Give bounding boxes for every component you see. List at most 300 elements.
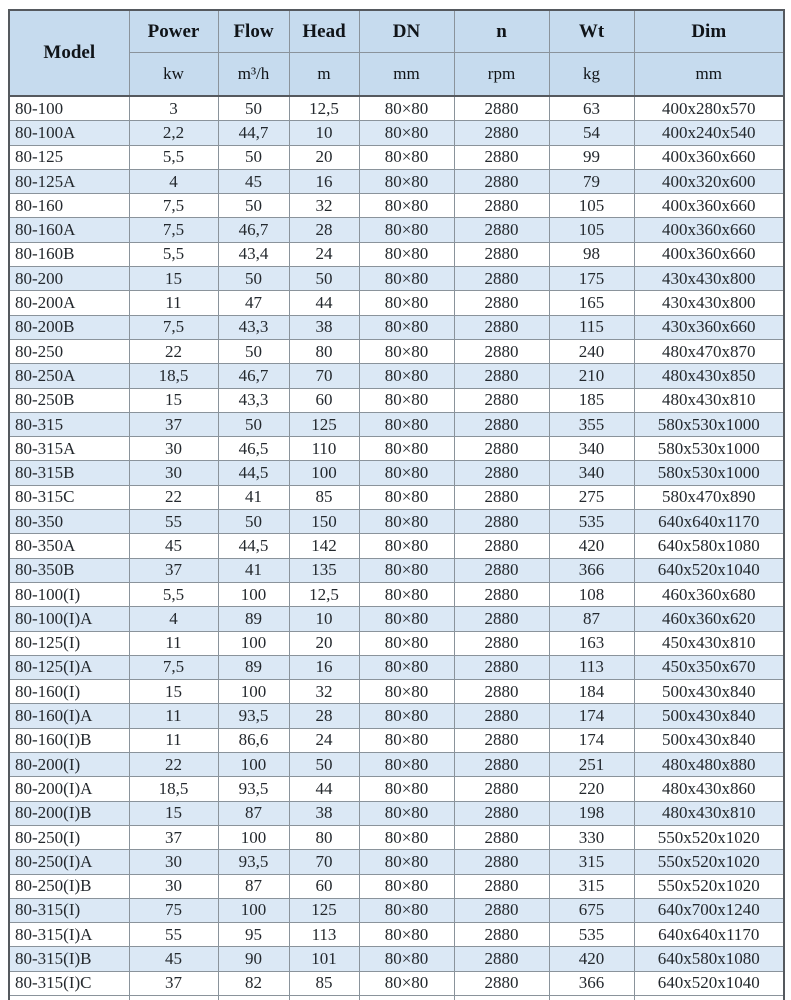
table-row (9, 315, 784, 339)
cell-model: 80-200(I) (9, 753, 129, 777)
cell-power: 37 (129, 825, 218, 849)
cell-wt: 174 (549, 728, 634, 752)
cell-dim: 400x360x660 (634, 145, 784, 169)
cell-flow: 87 (218, 874, 289, 898)
cell-flow: 44,5 (218, 534, 289, 558)
cell-n: 2880 (454, 582, 549, 606)
cell-power: 7,5 (129, 655, 218, 679)
cell-n: 2880 (454, 898, 549, 922)
cell-flow: 100 (218, 680, 289, 704)
cell-flow: 43,3 (218, 315, 289, 339)
cell-dn: 80×80 (359, 364, 454, 388)
cell-dn: 80×80 (359, 242, 454, 266)
cell-flow: 50 (218, 339, 289, 363)
cell-wt: 163 (549, 631, 634, 655)
cell-model: 80-100(I)A (9, 607, 129, 631)
cell-dn: 80×80 (359, 971, 454, 995)
cell-model: 80-200(I)A (9, 777, 129, 801)
cell-model: 80-200B (9, 315, 129, 339)
cell-dn: 80×80 (359, 291, 454, 315)
cell-model: 80-250A (9, 364, 129, 388)
cell-model: 80-250(I)A (9, 850, 129, 874)
cell-dn: 80×80 (359, 680, 454, 704)
cell-power: 7,5 (129, 194, 218, 218)
cell-dn: 80×80 (359, 267, 454, 291)
table-row (9, 169, 784, 193)
cell-wt: 220 (549, 777, 634, 801)
cell-wt: 355 (549, 412, 634, 436)
cell-head: 85 (289, 485, 359, 509)
cell-dim: 580x530x1000 (634, 461, 784, 485)
table-row (9, 655, 784, 679)
table-row (9, 753, 784, 777)
cell-model: 80-350 (9, 510, 129, 534)
cell-wt: 175 (549, 267, 634, 291)
cell-model: 80-200A (9, 291, 129, 315)
cell-n: 2880 (454, 558, 549, 582)
cell-dn: 80×80 (359, 412, 454, 436)
cell-n: 2880 (454, 947, 549, 971)
cell-wt: 105 (549, 218, 634, 242)
cell-flow: 86,6 (218, 728, 289, 752)
cell-head: 60 (289, 388, 359, 412)
cell-model: 80-250(I) (9, 825, 129, 849)
cell-n: 2880 (454, 291, 549, 315)
cell-wt: 108 (549, 582, 634, 606)
cell-head: 10 (289, 607, 359, 631)
cell-dim: 400x240x540 (634, 121, 784, 145)
cell-model: 80-315(I) (9, 898, 129, 922)
cell-power: 55 (129, 510, 218, 534)
unit-dim: mm (634, 53, 784, 97)
cell-dim: 480x430x860 (634, 777, 784, 801)
cell-model: 80-160 (9, 194, 129, 218)
cell-model: 80-250B (9, 388, 129, 412)
cell-flow: 46,7 (218, 364, 289, 388)
cell-model: 80-100(I) (9, 582, 129, 606)
column-header-power: Power (129, 10, 218, 53)
cell-dim: 400x360x660 (634, 242, 784, 266)
cell-power: 4 (129, 169, 218, 193)
cell-wt: 420 (549, 534, 634, 558)
column-header-flow: Flow (218, 10, 289, 53)
table-row (9, 923, 784, 947)
cell-n: 2880 (454, 485, 549, 509)
cell-dim: 400x280x570 (634, 96, 784, 121)
cell-empty (549, 995, 634, 1000)
cell-empty (454, 995, 549, 1000)
cell-head: 125 (289, 898, 359, 922)
cell-dn: 80×80 (359, 145, 454, 169)
cell-model: 80-315A (9, 437, 129, 461)
cell-dim: 640x700x1240 (634, 898, 784, 922)
cell-head: 38 (289, 801, 359, 825)
cell-wt: 366 (549, 558, 634, 582)
cell-model: 80-315(I)B (9, 947, 129, 971)
cell-flow: 46,5 (218, 437, 289, 461)
cell-model: 80-350B (9, 558, 129, 582)
cell-power: 2,2 (129, 121, 218, 145)
cell-wt: 240 (549, 339, 634, 363)
cell-wt: 105 (549, 194, 634, 218)
cell-power: 7,5 (129, 315, 218, 339)
table-row (9, 510, 784, 534)
cell-head: 85 (289, 971, 359, 995)
cell-head: 80 (289, 339, 359, 363)
cell-dim: 500x430x840 (634, 704, 784, 728)
table-row (9, 777, 784, 801)
cell-dim: 430x430x800 (634, 267, 784, 291)
cell-wt: 184 (549, 680, 634, 704)
cell-wt: 366 (549, 971, 634, 995)
table-row (9, 947, 784, 971)
cell-head: 10 (289, 121, 359, 145)
cell-n: 2880 (454, 510, 549, 534)
unit-n: rpm (454, 53, 549, 97)
cell-wt: 275 (549, 485, 634, 509)
cell-power: 4 (129, 607, 218, 631)
cell-dn: 80×80 (359, 923, 454, 947)
cell-dim: 550x520x1020 (634, 874, 784, 898)
cell-flow: 100 (218, 631, 289, 655)
cell-n: 2880 (454, 96, 549, 121)
cell-flow: 93,5 (218, 704, 289, 728)
cell-model: 80-100A (9, 121, 129, 145)
cell-head: 113 (289, 923, 359, 947)
cell-model: 80-125A (9, 169, 129, 193)
cell-dim: 480x430x810 (634, 801, 784, 825)
cell-n: 2880 (454, 339, 549, 363)
cell-dim: 450x350x670 (634, 655, 784, 679)
cell-head: 20 (289, 145, 359, 169)
cell-dn: 80×80 (359, 777, 454, 801)
cell-model: 80-125 (9, 145, 129, 169)
cell-dim: 640x520x1040 (634, 558, 784, 582)
cell-wt: 115 (549, 315, 634, 339)
cell-wt: 210 (549, 364, 634, 388)
column-header-wt: Wt (549, 10, 634, 53)
cell-model: 80-125(I)A (9, 655, 129, 679)
table-row (9, 850, 784, 874)
cell-model: 80-315C (9, 485, 129, 509)
cell-empty (218, 995, 289, 1000)
cell-head: 125 (289, 412, 359, 436)
cell-dim: 430x430x800 (634, 291, 784, 315)
cell-dim: 480x430x810 (634, 388, 784, 412)
cell-empty (634, 995, 784, 1000)
unit-head: m (289, 53, 359, 97)
cell-flow: 43,4 (218, 242, 289, 266)
cell-model: 80-160(I)A (9, 704, 129, 728)
cell-wt: 98 (549, 242, 634, 266)
cell-power: 37 (129, 971, 218, 995)
cell-dim: 400x360x660 (634, 194, 784, 218)
table-row (9, 825, 784, 849)
cell-head: 50 (289, 267, 359, 291)
cell-dim: 640x580x1080 (634, 534, 784, 558)
table-row (9, 680, 784, 704)
table-row (9, 121, 784, 145)
cell-flow: 89 (218, 607, 289, 631)
cell-model: 80-350A (9, 534, 129, 558)
cell-dim: 550x520x1020 (634, 825, 784, 849)
cell-power: 3 (129, 96, 218, 121)
cell-model: 80-160(I) (9, 680, 129, 704)
cell-power: 18,5 (129, 364, 218, 388)
cell-model: 80-160A (9, 218, 129, 242)
cell-power: 30 (129, 850, 218, 874)
cell-head: 44 (289, 291, 359, 315)
cell-n: 2880 (454, 169, 549, 193)
cell-wt: 340 (549, 437, 634, 461)
cell-model: 80-315(I)C (9, 971, 129, 995)
table-row (9, 461, 784, 485)
cell-power: 37 (129, 558, 218, 582)
cell-head: 24 (289, 728, 359, 752)
table-row (9, 412, 784, 436)
cell-flow: 50 (218, 145, 289, 169)
cell-wt: 330 (549, 825, 634, 849)
cell-n: 2880 (454, 680, 549, 704)
cell-flow: 47 (218, 291, 289, 315)
table-row (9, 267, 784, 291)
cell-power: 22 (129, 485, 218, 509)
cell-dim: 580x530x1000 (634, 412, 784, 436)
table-row (9, 194, 784, 218)
table-header (9, 10, 784, 96)
cell-power: 30 (129, 437, 218, 461)
cell-dim: 640x580x1080 (634, 947, 784, 971)
cell-dn: 80×80 (359, 947, 454, 971)
cell-power: 18,5 (129, 777, 218, 801)
cell-flow: 45 (218, 169, 289, 193)
cell-head: 142 (289, 534, 359, 558)
cell-flow: 95 (218, 923, 289, 947)
cell-dn: 80×80 (359, 169, 454, 193)
cell-power: 11 (129, 291, 218, 315)
cell-model: 80-250(I)B (9, 874, 129, 898)
cell-wt: 315 (549, 850, 634, 874)
cell-n: 2880 (454, 315, 549, 339)
cell-model: 80-160(I)B (9, 728, 129, 752)
cell-head: 12,5 (289, 582, 359, 606)
cell-n: 2880 (454, 607, 549, 631)
cell-dn: 80×80 (359, 874, 454, 898)
cell-dn: 80×80 (359, 753, 454, 777)
cell-head: 32 (289, 680, 359, 704)
table-row (9, 437, 784, 461)
cell-n: 2880 (454, 412, 549, 436)
cell-wt: 63 (549, 96, 634, 121)
cell-dn: 80×80 (359, 898, 454, 922)
cell-model: 80-315(I)A (9, 923, 129, 947)
cell-empty (9, 995, 129, 1000)
cell-flow: 100 (218, 582, 289, 606)
table-row (9, 388, 784, 412)
cell-dim: 480x480x880 (634, 753, 784, 777)
cell-head: 28 (289, 218, 359, 242)
cell-n: 2880 (454, 437, 549, 461)
unit-flow: m³/h (218, 53, 289, 97)
cell-dn: 80×80 (359, 582, 454, 606)
table-row (9, 631, 784, 655)
cell-n: 2880 (454, 194, 549, 218)
table-row (9, 558, 784, 582)
cell-flow: 50 (218, 412, 289, 436)
cell-wt: 535 (549, 510, 634, 534)
cell-n: 2880 (454, 388, 549, 412)
cell-model: 80-315B (9, 461, 129, 485)
cell-n: 2880 (454, 971, 549, 995)
cell-power: 5,5 (129, 582, 218, 606)
cell-power: 45 (129, 947, 218, 971)
table-body (9, 96, 784, 1000)
cell-head: 32 (289, 194, 359, 218)
cell-n: 2880 (454, 631, 549, 655)
cell-n: 2880 (454, 801, 549, 825)
table-row (9, 971, 784, 995)
cell-power: 15 (129, 680, 218, 704)
cell-wt: 99 (549, 145, 634, 169)
cell-dn: 80×80 (359, 850, 454, 874)
cell-head: 101 (289, 947, 359, 971)
cell-wt: 113 (549, 655, 634, 679)
table-row (9, 339, 784, 363)
cell-dim: 640x520x1040 (634, 971, 784, 995)
cell-empty (359, 995, 454, 1000)
column-header-dim: Dim (634, 10, 784, 53)
cell-dn: 80×80 (359, 194, 454, 218)
column-header-model: Model (9, 10, 129, 96)
cell-wt: 420 (549, 947, 634, 971)
cell-power: 11 (129, 631, 218, 655)
cell-dim: 640x640x1170 (634, 923, 784, 947)
cell-flow: 100 (218, 753, 289, 777)
column-header-head: Head (289, 10, 359, 53)
cell-head: 110 (289, 437, 359, 461)
cell-n: 2880 (454, 874, 549, 898)
cell-wt: 340 (549, 461, 634, 485)
table-row (9, 607, 784, 631)
cell-dim: 500x430x840 (634, 728, 784, 752)
cell-dn: 80×80 (359, 96, 454, 121)
cell-n: 2880 (454, 850, 549, 874)
cell-flow: 41 (218, 485, 289, 509)
cell-flow: 100 (218, 825, 289, 849)
cell-flow: 100 (218, 898, 289, 922)
cell-dim: 580x530x1000 (634, 437, 784, 461)
cell-model: 80-200(I)B (9, 801, 129, 825)
cell-flow: 46,7 (218, 218, 289, 242)
cell-dim: 450x430x810 (634, 631, 784, 655)
cell-power: 30 (129, 874, 218, 898)
table-row (9, 874, 784, 898)
cell-flow: 93,5 (218, 777, 289, 801)
table-row (9, 582, 784, 606)
cell-dn: 80×80 (359, 121, 454, 145)
cell-head: 50 (289, 753, 359, 777)
cell-flow: 50 (218, 510, 289, 534)
cell-model: 80-250 (9, 339, 129, 363)
cell-dn: 80×80 (359, 315, 454, 339)
unit-dn: mm (359, 53, 454, 97)
cell-dim: 640x640x1170 (634, 510, 784, 534)
cell-power: 7,5 (129, 218, 218, 242)
cell-dn: 80×80 (359, 655, 454, 679)
cell-dn: 80×80 (359, 704, 454, 728)
cell-dn: 80×80 (359, 388, 454, 412)
cell-head: 38 (289, 315, 359, 339)
cell-empty (289, 995, 359, 1000)
cell-flow: 89 (218, 655, 289, 679)
cell-power: 15 (129, 801, 218, 825)
cell-wt: 675 (549, 898, 634, 922)
table-row (9, 218, 784, 242)
cell-wt: 315 (549, 874, 634, 898)
cell-dim: 480x430x850 (634, 364, 784, 388)
cell-n: 2880 (454, 825, 549, 849)
cell-dn: 80×80 (359, 485, 454, 509)
cell-power: 11 (129, 704, 218, 728)
table-row (9, 485, 784, 509)
cell-flow: 43,3 (218, 388, 289, 412)
cell-dim: 400x360x660 (634, 218, 784, 242)
column-header-dn: DN (359, 10, 454, 53)
cell-head: 20 (289, 631, 359, 655)
cell-power: 45 (129, 534, 218, 558)
cell-n: 2880 (454, 218, 549, 242)
cell-flow: 87 (218, 801, 289, 825)
cell-model: 80-125(I) (9, 631, 129, 655)
cell-flow: 50 (218, 96, 289, 121)
cell-dn: 80×80 (359, 631, 454, 655)
table-row (9, 728, 784, 752)
cell-flow: 41 (218, 558, 289, 582)
cell-head: 44 (289, 777, 359, 801)
cell-power: 5,5 (129, 145, 218, 169)
cell-dim: 550x520x1020 (634, 850, 784, 874)
cell-flow: 82 (218, 971, 289, 995)
cell-power: 37 (129, 412, 218, 436)
cell-dim: 500x430x840 (634, 680, 784, 704)
table-row (9, 242, 784, 266)
cell-dn: 80×80 (359, 607, 454, 631)
cell-n: 2880 (454, 121, 549, 145)
cell-wt: 535 (549, 923, 634, 947)
cell-head: 70 (289, 850, 359, 874)
table-row (9, 96, 784, 121)
cell-n: 2880 (454, 534, 549, 558)
cell-dn: 80×80 (359, 218, 454, 242)
unit-wt: kg (549, 53, 634, 97)
cell-dim: 400x320x600 (634, 169, 784, 193)
cell-flow: 93,5 (218, 850, 289, 874)
cell-flow: 44,7 (218, 121, 289, 145)
cell-power: 15 (129, 267, 218, 291)
cell-head: 135 (289, 558, 359, 582)
cell-n: 2880 (454, 777, 549, 801)
cell-dn: 80×80 (359, 461, 454, 485)
cell-wt: 79 (549, 169, 634, 193)
cell-flow: 44,5 (218, 461, 289, 485)
cell-head: 16 (289, 655, 359, 679)
cell-n: 2880 (454, 364, 549, 388)
cell-head: 16 (289, 169, 359, 193)
cell-dim: 430x360x660 (634, 315, 784, 339)
cell-n: 2880 (454, 145, 549, 169)
table-row (9, 801, 784, 825)
table-row (9, 291, 784, 315)
